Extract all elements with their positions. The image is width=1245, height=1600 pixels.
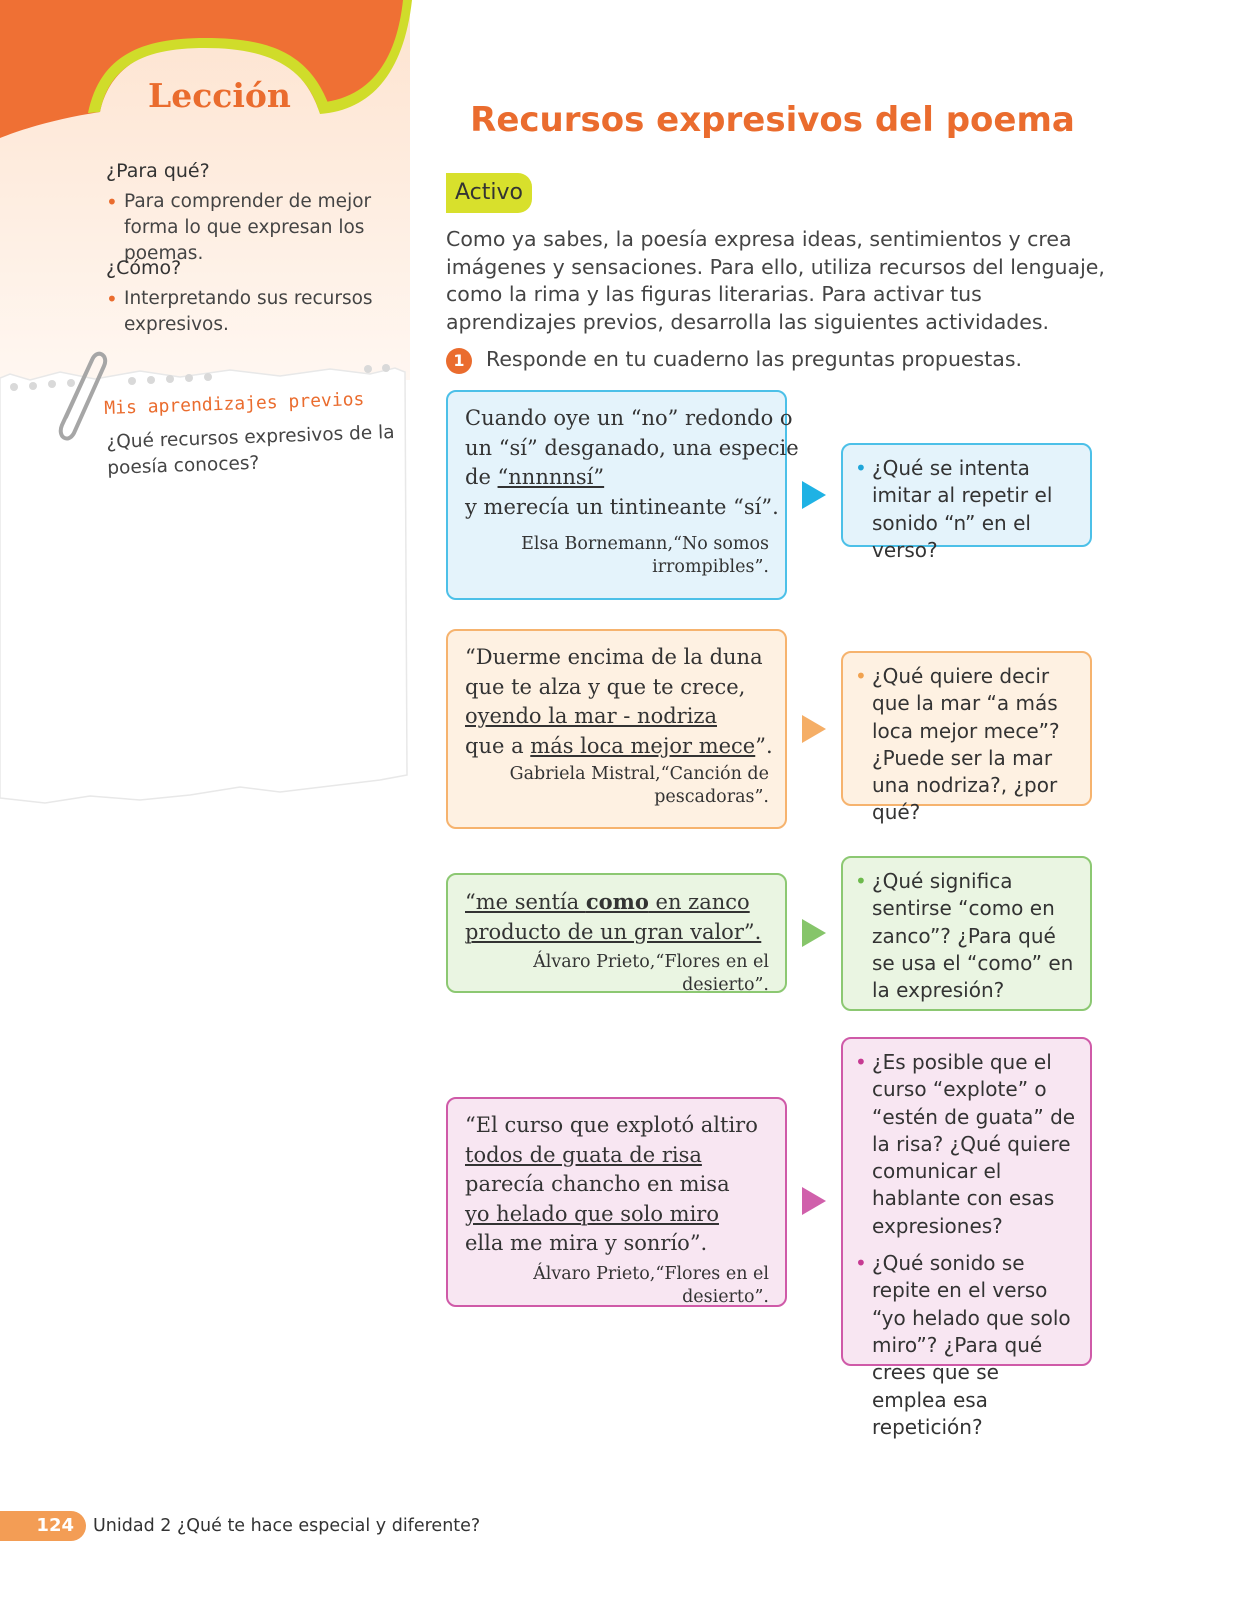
page-number: 124 [0, 1511, 86, 1541]
como-list [106, 286, 416, 338]
question-item: • ¿Es posible que el curso “explote” o “estén de guata” de la risa? ¿Qué quiere comunicar el hablante con esas expresiones? [855, 1049, 1078, 1240]
bold-word: como [585, 889, 649, 914]
poem-line: parecía chancho en misa [465, 1172, 730, 1196]
underlined-text: “nnnnnsí” [497, 465, 605, 489]
como-heading: ¿Cómo? [106, 257, 182, 279]
question-box-3 [841, 856, 1092, 1011]
poem-author: Álvaro Prieto,“Flores en el desierto”. [533, 1263, 769, 1307]
question-item: • ¿Qué quiere decir que la mar “a más loca mejor mece”? ¿Puede ser la mar una nodriza?, ¿por qué? [855, 663, 1078, 827]
activo-tag: Activo [446, 173, 532, 213]
poem-line: “El curso que explotó altiro [465, 1113, 758, 1137]
question-item: • ¿Qué se intenta imitar al repetir el sonido “n” en el verso? [855, 455, 1078, 564]
arrow-right-icon [802, 919, 826, 947]
step-number-badge: 1 [446, 348, 472, 374]
poem-line: y merecía un tintineante “sí”. [465, 494, 779, 519]
poem-line: yo helado que solo miro [465, 1201, 719, 1226]
lesson-label: Lección [148, 76, 291, 115]
para-que-heading: ¿Para qué? [106, 160, 210, 182]
poem-box-4 [446, 1097, 787, 1307]
poem-line: ella me mira y sonrío”. [465, 1231, 708, 1255]
poem-author: Álvaro Prieto,“Flores en el desierto”. [533, 952, 769, 995]
poem-line: que te alza y que te crece, [465, 674, 746, 699]
poem-author: Elsa Bornemann,“No somos irrompibles”. [521, 534, 769, 577]
previos-text: ¿Qué recursos expresivos de la poesía conoces? [106, 421, 395, 479]
intro-paragraph: Como ya sabes, la poesía expresa ideas, sentimientos y crea imágenes y sensaciones. Para ello, utiliza recursos del lenguaje, como la rima y las figuras literarias. Para activar tus aprendizajes previos, desarrolla las siguientes actividades. [446, 227, 1105, 334]
poem-line: oyendo la mar - nodriza [465, 704, 717, 728]
question-box-4 [841, 1037, 1092, 1439]
para-que-list [106, 189, 416, 267]
poem-line: un “sí” desganado, una especie [465, 435, 799, 460]
underlined-text: más loca mejor mece [530, 733, 756, 758]
poem-line: Cuando oye un “no” redondo o [465, 406, 793, 430]
step-instruction: Responde en tu cuaderno las preguntas propuestas. [486, 347, 1023, 371]
poem-line: “me sentía como en zanco [465, 889, 750, 914]
page-title: Recursos expresivos del poema [470, 100, 1075, 140]
poem-box-3 [446, 873, 787, 993]
list-item: • Interpretando sus recursos expresivos. [106, 286, 416, 338]
poem-line: “Duerme encima de la duna [465, 645, 763, 669]
poem-line: producto de un gran valor”. [465, 919, 762, 944]
list-item: • Para comprender de mejor forma lo que expresan los poemas. [106, 189, 416, 267]
arrow-right-icon [802, 715, 826, 743]
poem-author: Gabriela Mistral,“Canción de pescadoras”. [509, 764, 769, 807]
footer-unit-title: Unidad 2 ¿Qué te hace especial y diferente? [93, 1516, 481, 1536]
question-box-2 [841, 651, 1092, 825]
arrow-right-icon [802, 1187, 826, 1215]
arrow-right-icon [802, 481, 826, 509]
question-item: • ¿Qué significa sentirse “como en zanco”? ¿Para qué se usa el “como” en la expresión? [855, 868, 1078, 1004]
poem-box-2 [446, 629, 787, 829]
previos-heading: Mis aprendizajes previos [104, 388, 365, 419]
poem-box-1 [446, 390, 799, 600]
poem-line: todos de guata de risa [465, 1142, 702, 1167]
poem-line: de “nnnnnsí” [465, 465, 605, 489]
poem-line: que a más loca mejor mece”. [465, 733, 773, 758]
question-box-1 [841, 443, 1092, 562]
question-item: • ¿Qué sonido se repite en el verso “yo helado que solo miro”? ¿Para qué crees que se emplea esa repetición? [855, 1250, 1078, 1441]
